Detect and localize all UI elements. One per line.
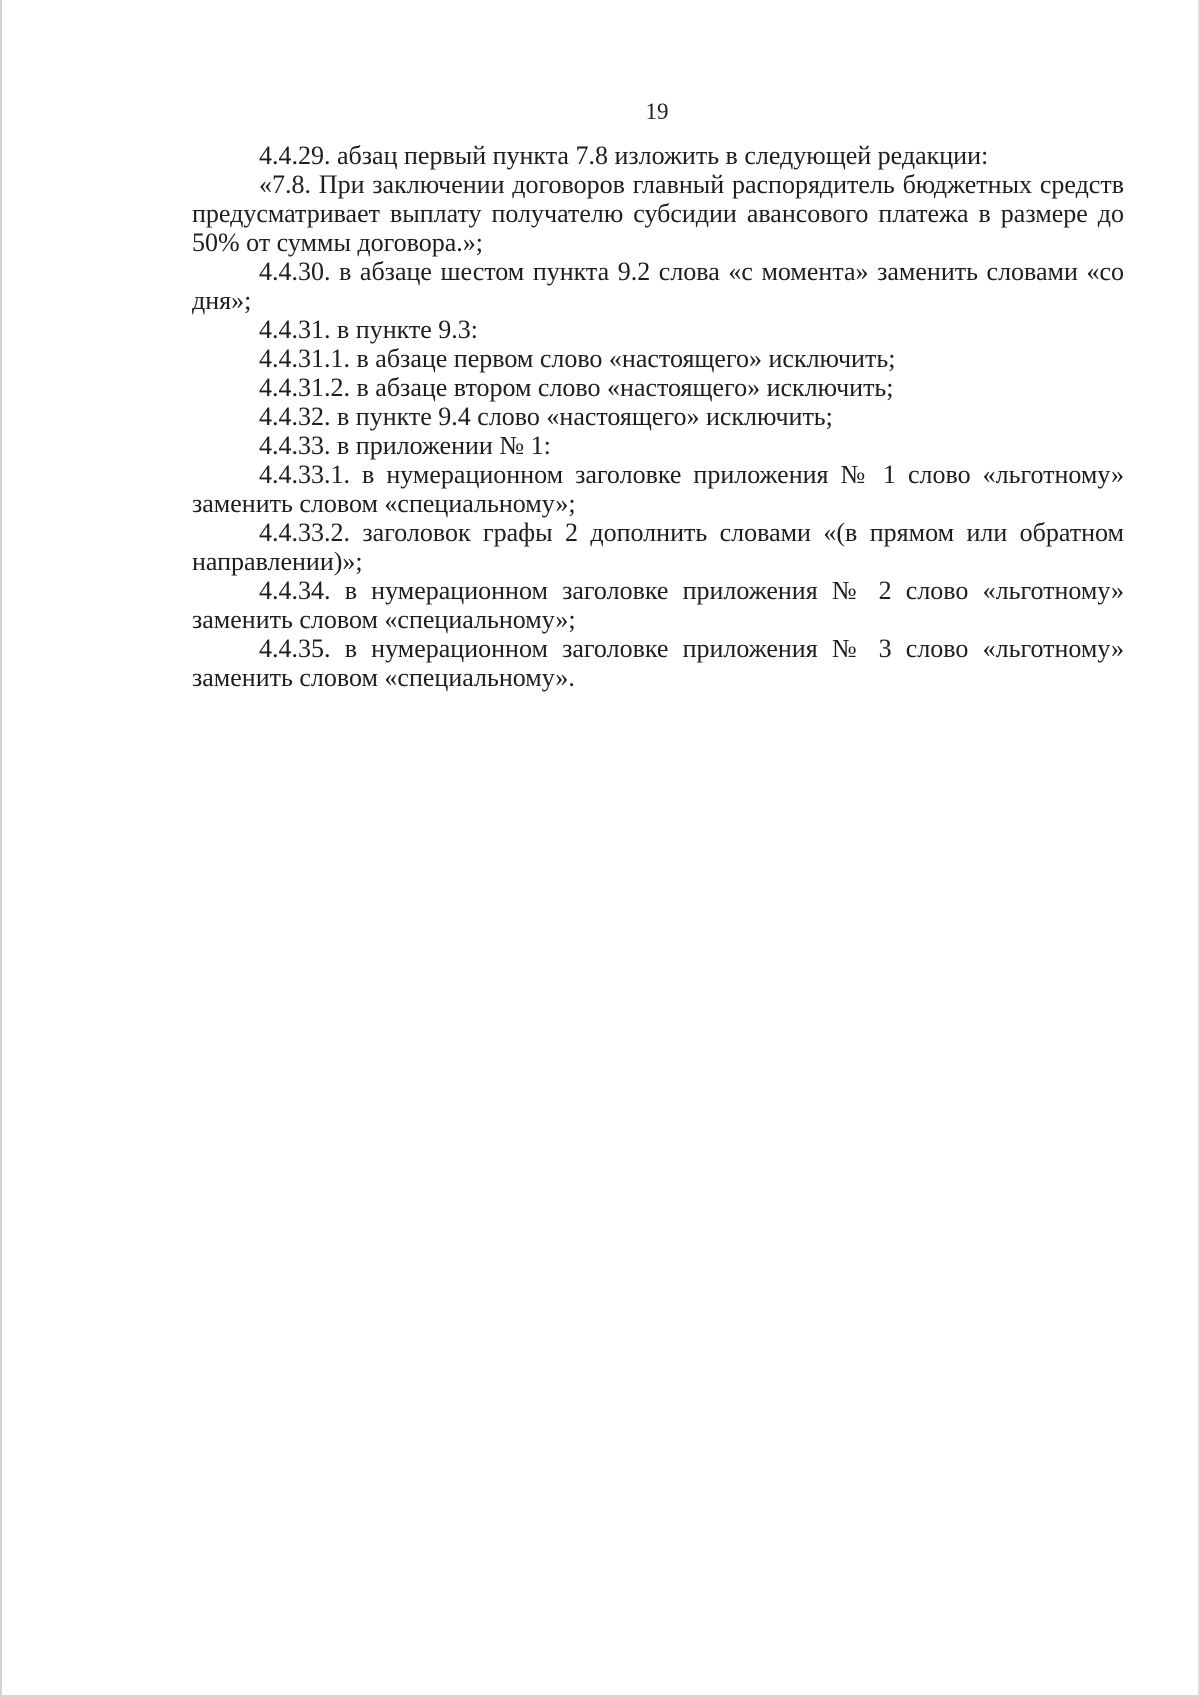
paragraph-4-4-33: 4.4.33. в приложении № 1: [259, 431, 551, 460]
paragraph-4-4-32: 4.4.32. в пункте 9.4 слово «настоящего» исключить; [259, 402, 833, 431]
paragraph-4-4-30: 4.4.30. в абзаце шестом пункта 9.2 слова «с момента» заменить словами «со дня»; [192, 257, 1124, 315]
paragraph-4-4-34: 4.4.34. в нумерационном заголовке приложения № 2 слово «льготному» заменить словом «специальному»; [192, 576, 1124, 634]
paragraph-4-4-33-1: 4.4.33.1. в нумерационном заголовке приложения № 1 слово «льготному» заменить словом «специальному»; [192, 460, 1124, 518]
paragraph-4-4-29: 4.4.29. абзац первый пункта 7.8 изложить в следующей редакции: [259, 141, 989, 170]
paragraph-4-4-31-2: 4.4.31.2. в абзаце втором слово «настоящего» исключить; [259, 373, 894, 402]
paragraph-4-4-31-1: 4.4.31.1. в абзаце первом слово «настоящего» исключить; [259, 344, 896, 373]
paragraph-4-4-35: 4.4.35. в нумерационном заголовке приложения № 3 слово «льготному» заменить словом «специальному». [192, 634, 1124, 692]
document-body [192, 141, 1124, 692]
paragraph-7-8-quote: «7.8. При заключении договоров главный распорядитель бюджетных средств предусматривает выплату получателю субсидии авансового платежа в размере до 50% от суммы договора.»; [192, 170, 1124, 257]
page-number: 19 [645, 99, 669, 124]
paragraph-4-4-31: 4.4.31. в пункте 9.3: [259, 315, 479, 344]
paragraph-4-4-33-2: 4.4.33.2. заголовок графы 2 дополнить словами «(в прямом или обратном направлении)»; [192, 518, 1124, 576]
